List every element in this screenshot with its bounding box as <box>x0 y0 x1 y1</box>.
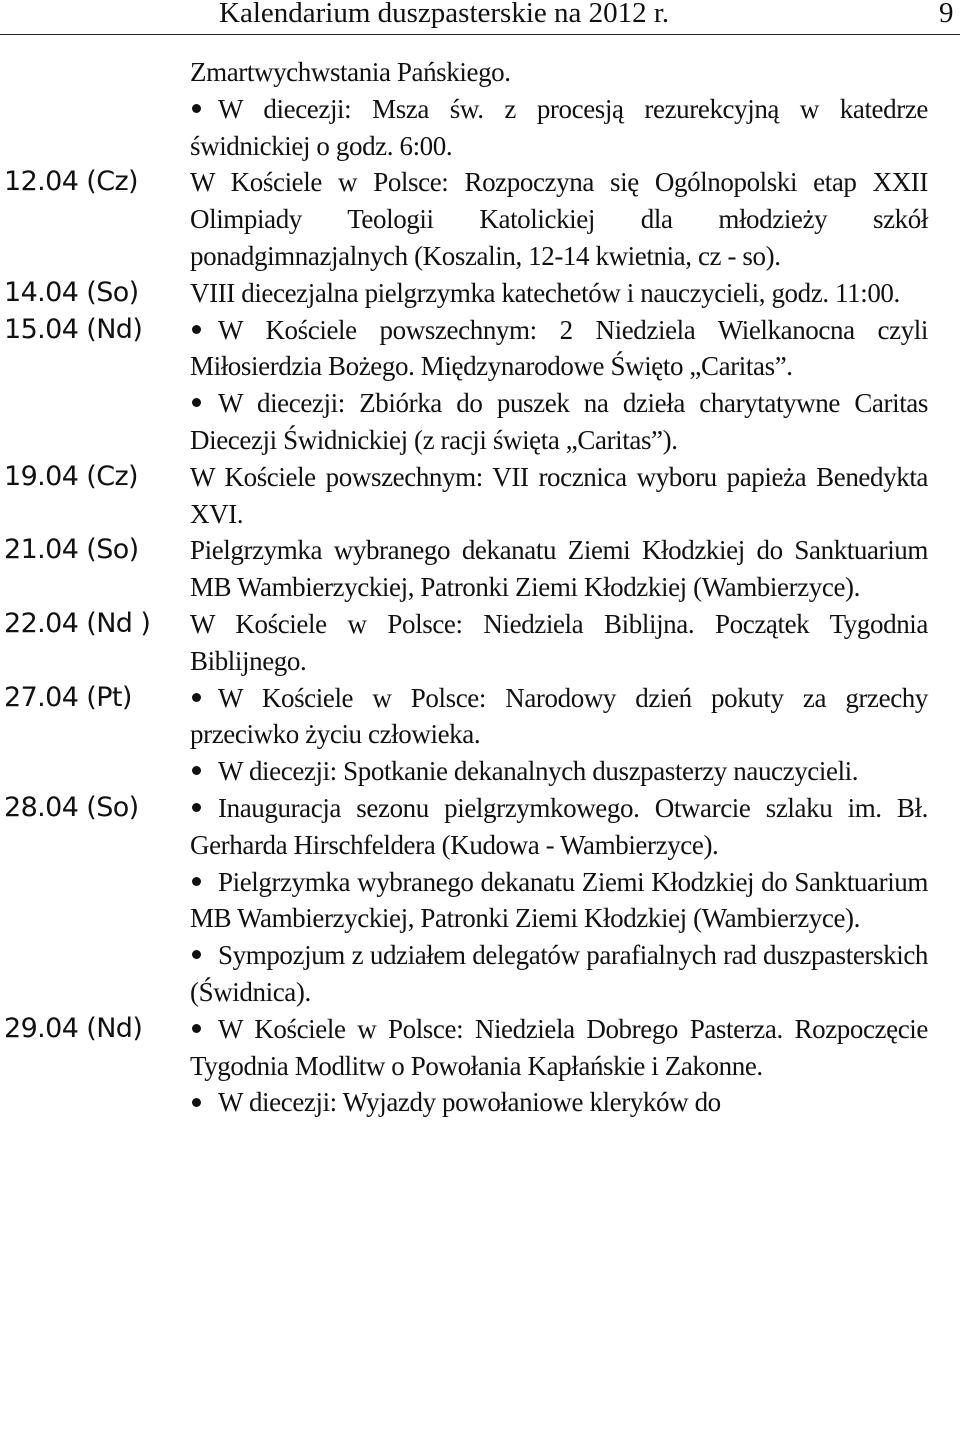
bullet-item <box>190 937 928 1011</box>
entry-text-span: Sympozjum z udziałem delegatów parafialnych rad duszpasterskich (Świdnica). <box>190 940 928 1007</box>
entry-date: 29.04 (Nd) <box>4 1012 143 1044</box>
bullet-icon <box>192 877 201 886</box>
entry-date: 28.04 (So) <box>4 791 139 823</box>
entry-text <box>190 164 928 274</box>
entry-text-span: W Kościele powszechnym: VII rocznica wyboru papieża Benedykta XVI. <box>190 461 928 529</box>
calendar-entry <box>0 606 960 680</box>
entry-text-span: W diecezji: Wyjazdy powołaniowe kleryków do <box>218 1087 721 1118</box>
bullet-item <box>190 91 928 165</box>
bullet-icon <box>192 766 201 775</box>
entry-text <box>190 54 928 91</box>
calendar-entry <box>0 312 960 459</box>
bullet-icon <box>192 104 201 113</box>
entry-date: 22.04 (Nd ) <box>4 607 151 639</box>
calendar-entry <box>0 790 960 1011</box>
bullet-item <box>190 1084 928 1121</box>
entry-text <box>190 459 928 533</box>
entry-date: 27.04 (Pt) <box>4 681 132 713</box>
entry-date: 15.04 (Nd) <box>4 313 143 345</box>
entry-date: 14.04 (So) <box>4 276 139 308</box>
entry-text-span: Inauguracja sezonu pielgrzymkowego. Otwarcie szlaku im. Bł. Gerharda Hirschfeldera (Kudowa - Wambierzyce). <box>190 792 928 860</box>
entry-text-span: W Kościele w Polsce: Narodowy dzień pokuty za grzechy przeciwko życiu człowieka. <box>190 682 928 750</box>
calendar-entry <box>0 532 960 606</box>
entry-body <box>190 275 928 312</box>
entry-text-span: Pielgrzymka wybranego dekanatu Ziemi Kłodzkiej do Sanktuarium MB Wambierzyckiej, Patronki Ziemi Kłodzkiej (Wambierzyce). <box>190 535 928 603</box>
bullet-item <box>190 790 928 864</box>
calendar-entry <box>0 275 960 312</box>
calendar-entry <box>0 54 960 164</box>
entry-body <box>190 1011 928 1121</box>
entry-text-span: W Kościele powszechnym: 2 Niedziela Wielkanocna czyli Miłosierdzia Bożego. Międzynarodowe Święto „Caritas”. <box>190 314 928 382</box>
bullet-icon <box>192 803 201 812</box>
entry-body <box>190 532 928 606</box>
bullet-item <box>190 1011 928 1085</box>
page-number: 9 <box>939 0 954 29</box>
bullet-item <box>190 312 928 386</box>
calendar-list <box>0 54 960 1121</box>
entry-text <box>190 532 928 606</box>
calendar-entry <box>0 680 960 790</box>
bullet-item <box>190 680 928 754</box>
bullet-item <box>190 385 928 459</box>
entry-body <box>190 164 928 274</box>
page-header <box>0 0 960 35</box>
entry-text-span: W diecezji: Spotkanie dekanalnych duszpasterzy nauczycieli. <box>218 756 859 787</box>
entry-date: 19.04 (Cz) <box>4 460 138 492</box>
entry-text-span: W Kościele w Polsce: Niedziela Biblijna. Początek Tygodnia Biblijnego. <box>190 608 928 676</box>
entry-text-span: W Kościele w Polsce: Rozpoczyna się Ogólnopolski etap XXII Olimpiady Teologii Katolickiej dla młodzieży szkół ponadgimnazjalnych (Koszalin, 12-14 kwietnia, cz - so). <box>190 167 928 271</box>
bullet-icon <box>192 1024 201 1033</box>
entry-body <box>190 54 928 164</box>
entry-date: 21.04 (So) <box>4 534 139 566</box>
entry-text-span: W Kościele w Polsce: Niedziela Dobrego Pasterza. Rozpoczęcie Tygodnia Modlitw o Powołania Kapłańskie i Zakonne. <box>190 1013 928 1081</box>
bullet-icon <box>192 950 201 959</box>
entry-text-span: VIII diecezjalna pielgrzymka katechetów i nauczycieli, godz. 11:00. <box>190 277 900 308</box>
entry-body <box>190 459 928 533</box>
calendar-entry <box>0 459 960 533</box>
bullet-icon <box>192 693 201 702</box>
entry-body <box>190 680 928 790</box>
bullet-icon <box>192 1098 201 1107</box>
entry-date: 12.04 (Cz) <box>4 166 138 198</box>
entry-body <box>190 606 928 680</box>
header-title: Kalendarium duszpasterskie na 2012 r. <box>219 0 670 29</box>
entry-body <box>190 790 928 1011</box>
calendar-entry <box>0 1011 960 1121</box>
entry-text-span: Pielgrzymka wybranego dekanatu Ziemi Kłodzkiej do Sanktuarium MB Wambierzyckiej, Patronki Ziemi Kłodzkiej (Wambierzyce). <box>190 866 928 934</box>
entry-text-span: W diecezji: Msza św. z procesją rezurekcyjną w katedrze świdnickiej o godz. 6:00. <box>190 93 928 161</box>
entry-text-span: Zmartwychwstania Pańskiego. <box>190 57 511 87</box>
entry-text <box>190 275 928 312</box>
entry-text-span: W diecezji: Zbiórka do puszek na dzieła charytatywne Caritas Diecezji Świdnickiej (z racji święta „Caritas”). <box>190 388 928 455</box>
entry-text <box>190 606 928 680</box>
bullet-item <box>190 753 928 790</box>
calendar-entry <box>0 164 960 274</box>
bullet-item <box>190 864 928 938</box>
bullet-icon <box>192 398 201 407</box>
bullet-icon <box>192 325 201 334</box>
entry-body <box>190 312 928 459</box>
